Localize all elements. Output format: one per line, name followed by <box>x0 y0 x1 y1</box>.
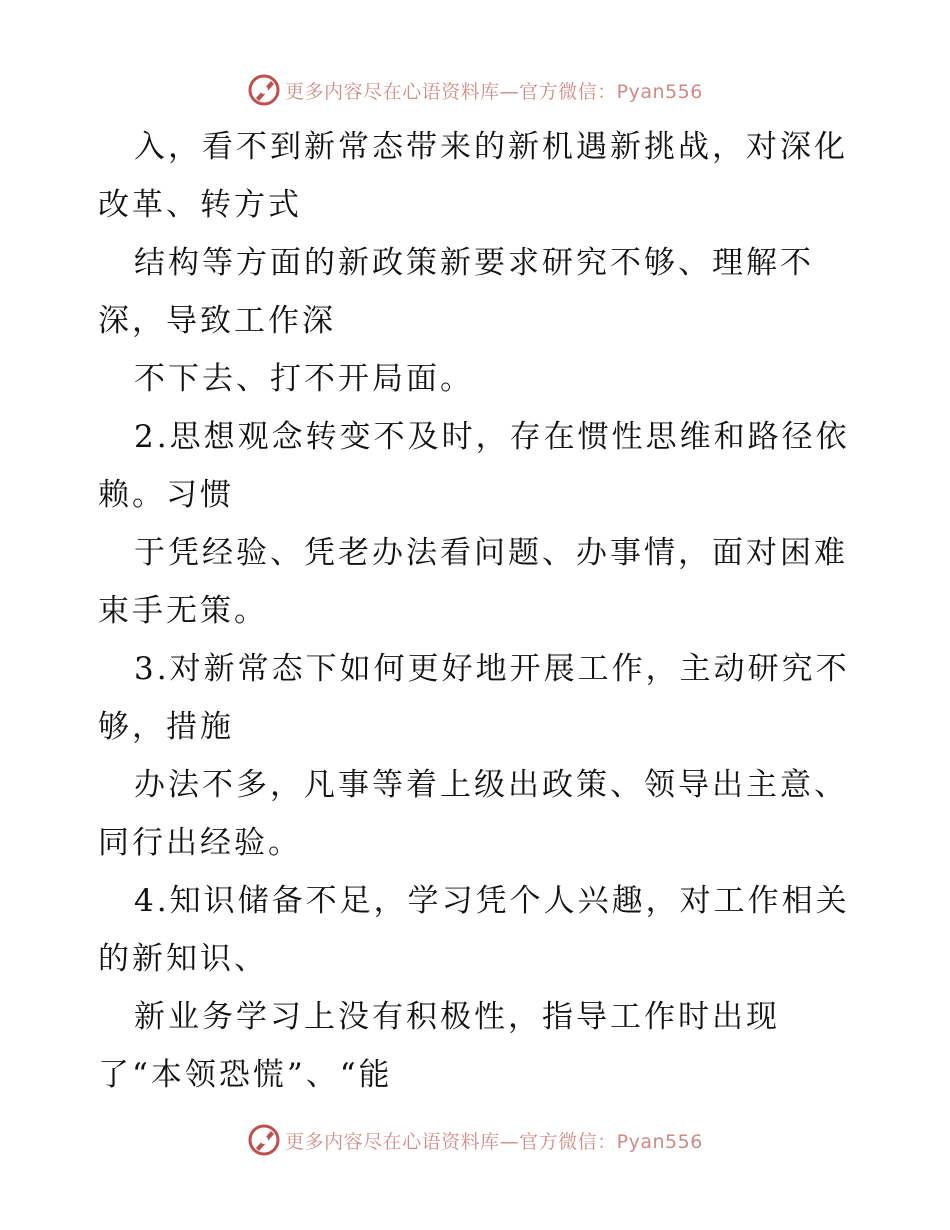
text-line: 办法不多，凡事等着上级出政策、领导出主意、 <box>134 767 848 803</box>
text-line: 于凭经验、凭老办法看问题、办事情，面对困难 <box>134 535 848 571</box>
text-line: 束手无策。 <box>98 593 268 629</box>
footer-watermark-text: 更多内容尽在心语资料库—官方微信：Pyan556 <box>285 1130 703 1153</box>
header-watermark-text: 更多内容尽在心语资料库—官方微信：Pyan556 <box>285 80 703 103</box>
footer-watermark-banner <box>0 1120 950 1160</box>
pen-logo-icon <box>247 73 281 107</box>
text-line: 深，导致工作深 <box>98 303 336 339</box>
text-line: 改革、转方式 <box>98 187 302 223</box>
header-watermark-banner <box>0 70 950 110</box>
text-line: 赖。习惯 <box>98 477 234 513</box>
document-body <box>98 118 858 1104</box>
text-line: 同行出经验。 <box>98 825 302 861</box>
text-line: 3.对新常态下如何更好地开展工作，主动研究不 <box>134 651 850 687</box>
text-line: 够，措施 <box>98 709 234 745</box>
text-line: 4.知识储备不足，学习凭个人兴趣，对工作相关 <box>134 883 850 919</box>
text-line: 2.思想观念转变不及时，存在惯性思维和路径依 <box>134 419 850 455</box>
text-line: 的新知识、 <box>98 941 268 977</box>
text-line: 入，看不到新常态带来的新机遇新挑战，对深化 <box>134 129 848 165</box>
pen-logo-icon <box>247 1123 281 1157</box>
text-line: 结构等方面的新政策新要求研究不够、理解不 <box>134 245 814 281</box>
text-line: 了“本领恐慌”、“能 <box>98 1057 393 1093</box>
text-line: 不下去、打不开局面。 <box>134 361 474 397</box>
text-line: 新业务学习上没有积极性，指导工作时出现 <box>134 999 780 1035</box>
